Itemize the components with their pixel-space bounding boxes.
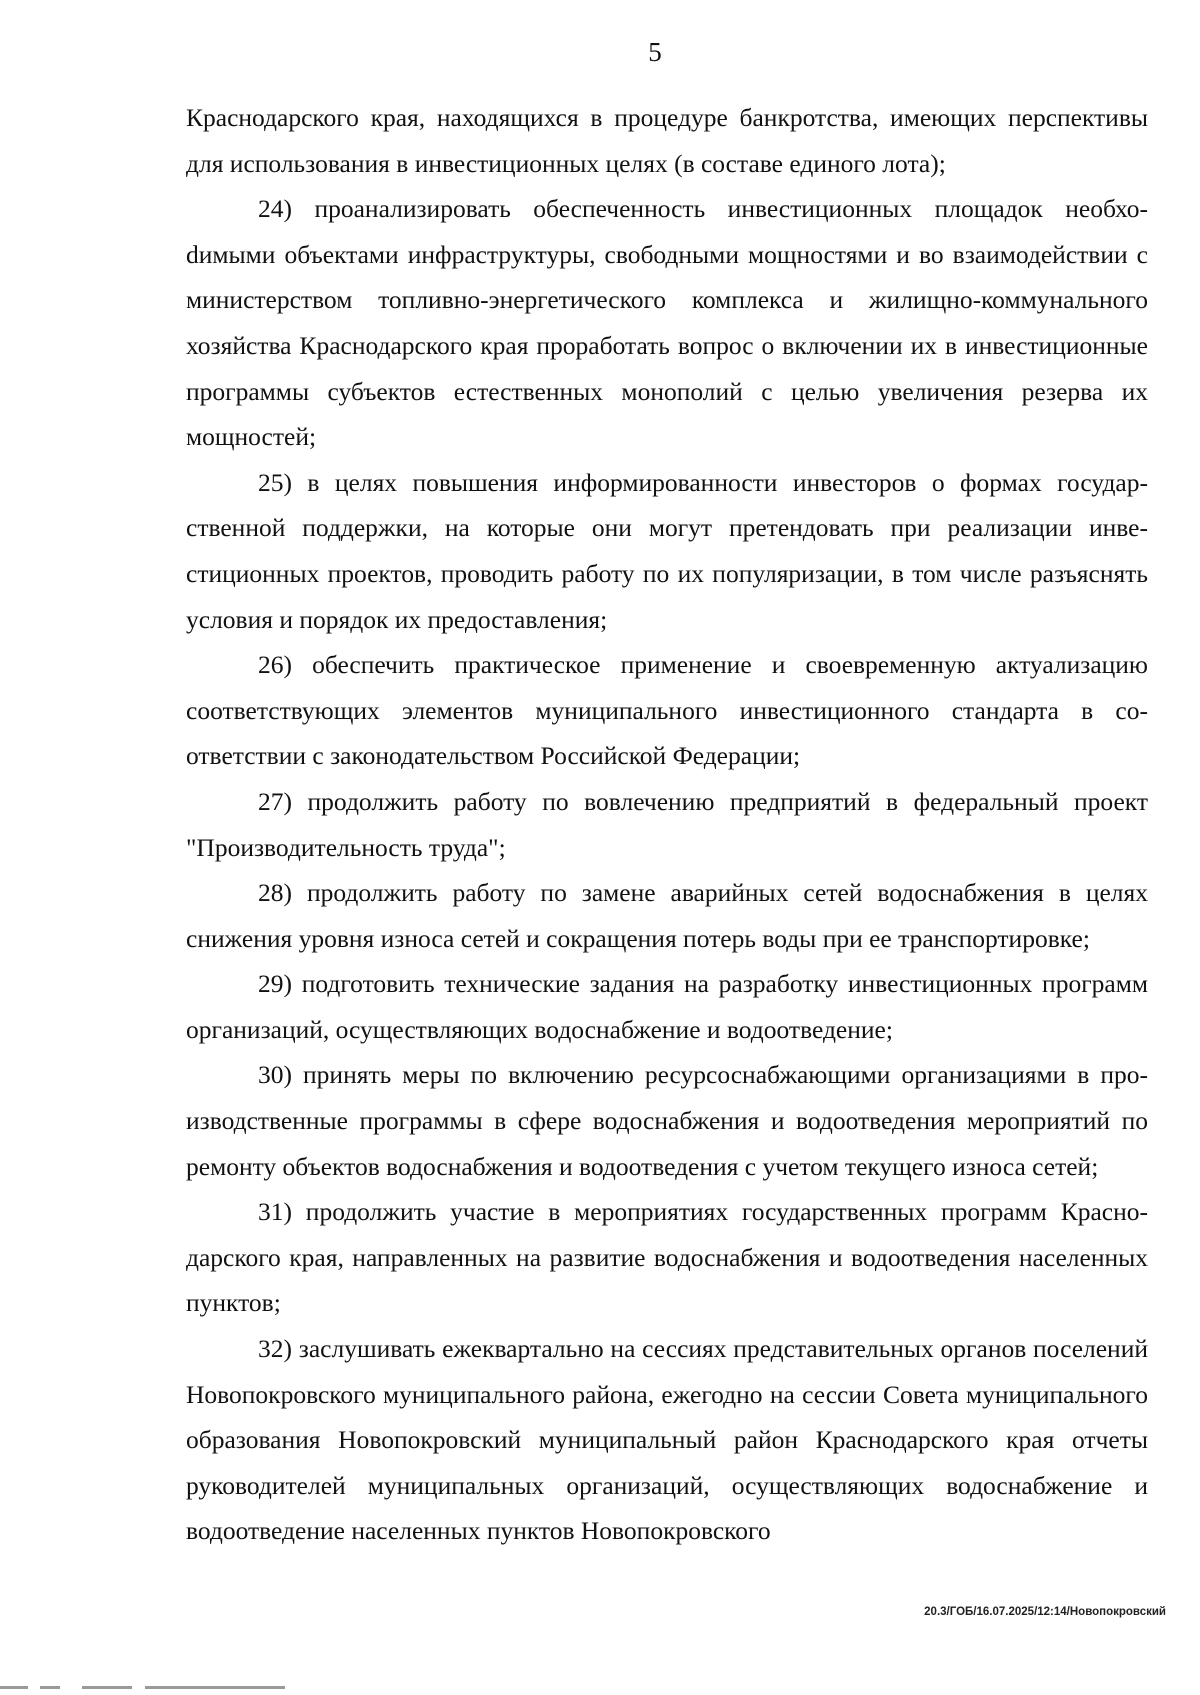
scan-edge-mark [40, 1686, 60, 1689]
scan-edge-mark [82, 1686, 132, 1689]
paragraph-item-31: 31) продолжить участие в мероприятиях государственных программ Краснодарского края, направленных на развитие водоснабжения и водоотведения населенных пунктов; [186, 1197, 1148, 1318]
scan-edge-mark [0, 1686, 28, 1689]
document-registration-code: 20.3/ГОБ/16.07.2025/12:14/Новопокровский [924, 1606, 1166, 1618]
paragraph-item-24: 24) проанализировать обеспеченность инвестиционных площадок необхоdимыми объектами инфраструктуры, свободными мощностями и во взаимодействии с министерством топливно-энергетического комплекса и жилищно-коммунального хозяйства Краснодарского края проработать вопрос о включении их в инвестиционные программы субъектов естественных монополий с целью увеличения резерва их мощностей; [186, 194, 1148, 452]
paragraph-item-26: 26) обеспечить практическое применение и своевременную актуализацию соответствующих элементов муниципального инвестиционного стандарта в соответствии с законодательством Российской Федерации; [186, 650, 1148, 771]
paragraph-continuation: Краснодарского края, находящихся в процедуре банкротства, имеющих перспективы для использования в инвестиционных целях (в составе единого лота); [186, 103, 1148, 178]
paragraph-item-30: 30) принять меры по включению ресурсоснабжающими организациями в производственные программы в сфере водоснабжения и водоотведения мероприятий по ремонту объектов водоснабжения и водоотведения с учетом текущего износа сетей; [186, 1060, 1148, 1181]
paragraph-item-25: 25) в целях повышения информированности инвесторов о формах государственной поддержки, на которые они могут претендовать при реализации инвестиционных проектов, проводить работу по их популяризации, в том числе разъяснять условия и порядок их предоставления; [186, 467, 1148, 634]
paragraph-item-27: 27) продолжить работу по вовлечению предприятий в федеральный проект "Производительность труда"; [186, 786, 1148, 862]
paragraph-item-29: 29) подготовить технические задания на разработку инвестиционных программ организаций, осуществляющих водоснабжение и водоотведение; [186, 969, 1148, 1044]
paragraph-item-32: 32) заслушивать ежеквартально на сессиях представительных органов поселений Новопокровского муниципального района, ежегодно на сессии Совета муниципального образования Новопокровский муниципальный район Краснодарского края отчеты руководителей муниципальных организаций, осуществляющих водоснабжение и водоотведение населенных пунктов Новопокровского [186, 1334, 1148, 1546]
scan-edge-mark [145, 1686, 285, 1689]
document-body [186, 95, 1148, 1554]
page-number: 5 [648, 37, 662, 67]
paragraph-item-28: 28) продолжить работу по замене аварийных сетей водоснабжения в целях снижения уровня износа сетей и сокращения потерь воды при ее транспортировке; [186, 878, 1148, 953]
